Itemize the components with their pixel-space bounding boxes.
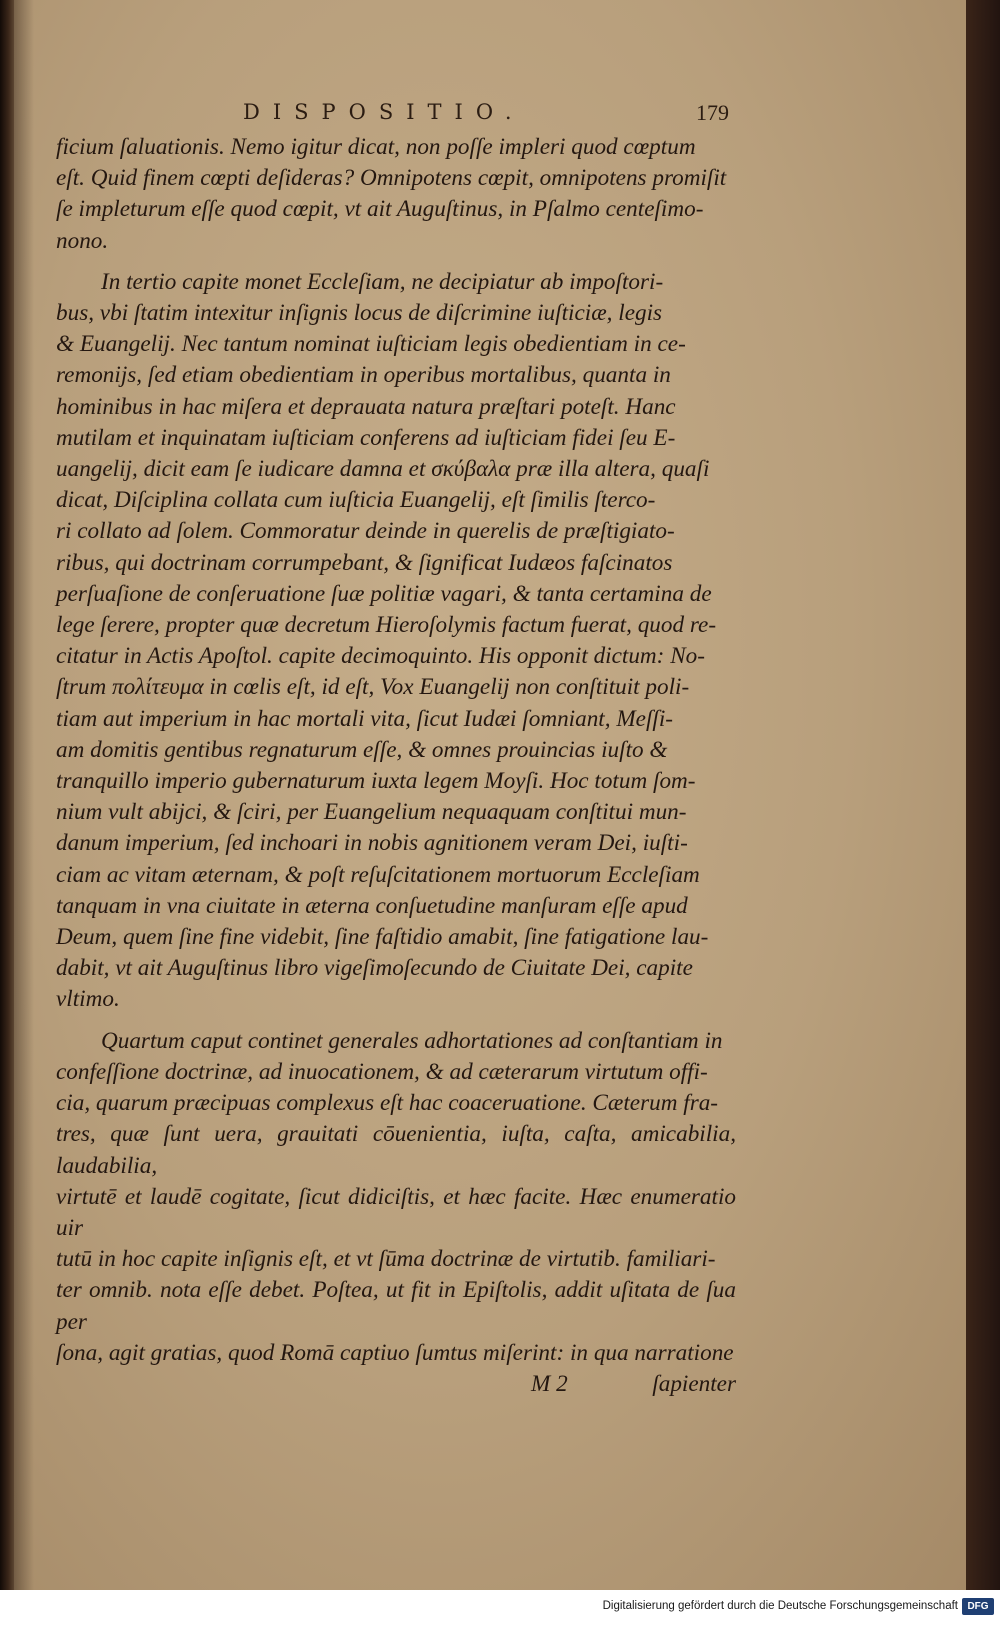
paragraph-gap: [56, 257, 736, 267]
text-line: confeſſione doctrinæ, ad inuocationem, & ad cæterarum virtutum offi-: [56, 1058, 708, 1085]
text-line: tranquillo imperio gubernaturum iuxta legem Moyſi. Hoc totum ſom-: [56, 768, 696, 795]
text-line: tres, quæ ſunt uera, grauitati cōuenientia, iuſta, caſta, amicabilia, laudabilia,: [56, 1121, 736, 1179]
text-line: ciam ac vitam æternam, & poſt reſuſcitationem mortuorum Eccleſiam: [56, 861, 700, 888]
text-line: vltimo.: [56, 986, 120, 1013]
paper-sheet: [8, 0, 966, 1590]
catchword: ſapienter: [652, 1370, 736, 1397]
page-edge-right: [966, 0, 1000, 1590]
text-line: uangelij, dicit eam ſe iudicare damna et σκύβαλα præ illa altera, quaſi: [56, 456, 710, 483]
text-line: tanquam in vna ciuitate in æterna conſuetudine manſuram eſſe apud: [56, 892, 688, 919]
text-line: ficium ſaluationis. Nemo igitur dicat, non poſſe impleri quod cœptum: [56, 134, 696, 160]
text-line: bus, vbi ſtatim intexitur inſignis locus de diſcrimine iuſticiæ, legis: [56, 300, 663, 327]
text-line: ſe impleturum eſſe quod cœpit, vt ait Auguſtinus, in Pſalmo centeſimo-: [56, 196, 704, 223]
text-line: Deum, quem ſine fine videbit, ſine faſtidio amabit, ſine fatigatione lau-: [56, 924, 709, 951]
dfg-logo-icon: DFG: [962, 1598, 994, 1615]
text-line: ri collato ad ſolem. Commoratur deinde in querelis de præſtigiato-: [56, 518, 675, 545]
text-line: virtutē et laudē cogitate, ſicut didiciſtis, et hæc facite. Hæc enumeratio uir: [56, 1183, 736, 1241]
funding-credit: Digitalisierung gefördert durch die Deutsche Forschungsgemeinschaft: [602, 1600, 958, 1612]
page-header: [8, 100, 966, 130]
text-line: perſuaſione de conſeruatione ſuæ politiæ vagari, & tanta certamina de: [56, 580, 712, 607]
text-line: mutilam et inquinatam iuſticiam conferens ad iuſticiam fidei ſeu E-: [56, 424, 676, 451]
text-line: ter omnib. nota eſſe debet. Poſtea, ut fit in Epiſtolis, addit uſitata de ſua per: [56, 1277, 736, 1335]
text-line: lege ſerere, propter quæ decretum Hieroſolymis factum fuerat, quod re-: [56, 612, 717, 639]
text-line: tutū in hoc capite inſignis eſt, et vt ſūma doctrinæ de virtutib. familiari-: [56, 1246, 716, 1273]
text-line: Quartum caput continet generales adhortationes ad conſtantiam in: [101, 1027, 723, 1054]
text-line: & Euangelij. Nec tantum nominat iuſticiam legis obedientiam in ce-: [56, 331, 686, 358]
text-line: ſtrum πολίτευμα in cœlis eſt, id eſt, Vox Euangelij non conſtituit poli-: [56, 674, 690, 701]
text-line: tiam aut imperium in hac mortali vita, ſicut Iudæi ſomniant, Meſſi-: [56, 705, 673, 732]
text-line: In tertio capite monet Eccleſiam, ne decipiatur ab impoſtori-: [101, 268, 664, 295]
text-line: remonijs, ſed etiam obedientiam in operibus mortalibus, quanta in: [56, 362, 671, 389]
catchline: [56, 1369, 736, 1401]
paragraph-gap: [56, 1016, 736, 1026]
text-line: ſona, agit gratias, quod Romā captiuo ſumtus miſerint: in qua narratione: [56, 1339, 734, 1366]
page-number: 179: [696, 100, 729, 125]
running-head: DISPOSITIO.: [243, 100, 525, 124]
text-line: cia, quarum præcipuas complexus eſt hac coaceruatione. Cæterum fra-: [56, 1090, 719, 1117]
text-line: danum imperium, ſed inchoari in nobis agnitionem veram Dei, iuſti-: [56, 830, 688, 857]
text-block: [56, 132, 736, 1401]
text-line: ribus, qui doctrinam corrumpebant, & ſignificat Iudæos faſcinatos: [56, 549, 673, 576]
text-line: hominibus in hac miſera et deprauata natura præſtari poteſt. Hanc: [56, 393, 676, 420]
text-line: nono.: [56, 227, 109, 254]
signature-mark: M 2: [531, 1370, 568, 1397]
text-line: dicat, Diſciplina collata cum iuſticia Euangelij, eſt ſimilis ſterco-: [56, 487, 656, 514]
text-line: dabit, vt ait Auguſtinus libro vigeſimoſecundo de Ciuitate Dei, capite: [56, 955, 693, 982]
text-line: nium vult abijci, & ſciri, per Euangelium nequaquam conſtitui mun-: [56, 799, 687, 826]
binding-gutter: [0, 0, 14, 1590]
text-line: eſt. Quid finem cœpti deſideras? Omnipotens cœpit, omnipotens promiſit: [56, 165, 727, 192]
text-line: citatur in Actis Apoſtol. capite decimoquinto. His opponit dictum: No-: [56, 643, 705, 670]
text-line: am domitis gentibus regnaturum eſſe, & omnes prouincias iuſto &: [56, 736, 668, 763]
